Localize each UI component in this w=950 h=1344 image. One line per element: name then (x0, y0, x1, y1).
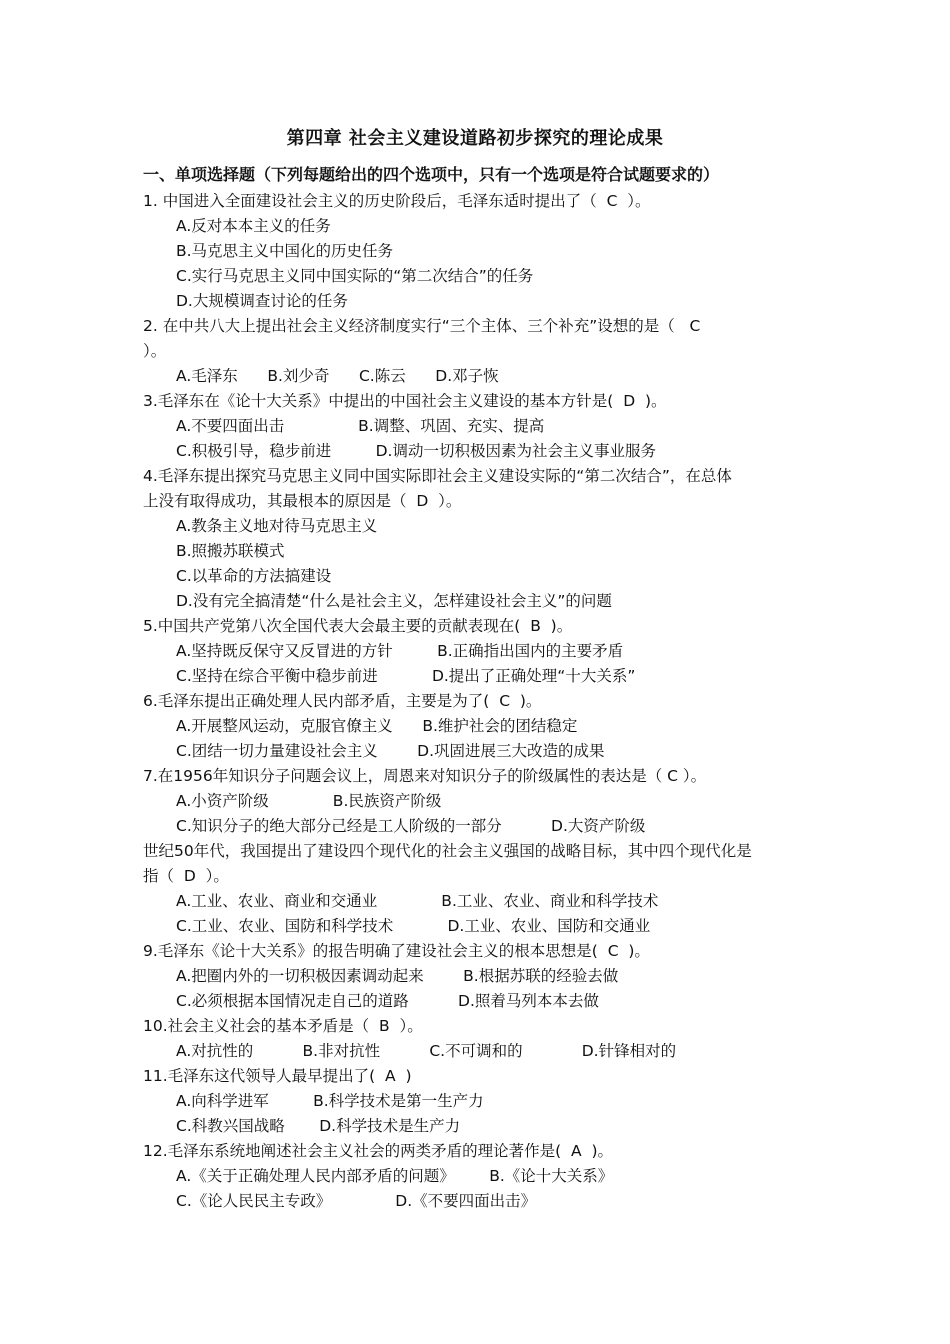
option-line: A.开展整风运动，克服官僚主义 B.维护社会的团结稳定 (176, 717, 578, 735)
option-line: A.《关于正确处理人民内部矛盾的问题》 B.《论十大关系》 (176, 1167, 614, 1185)
question-line: 2. 在中共八大上提出社会主义经济制度实行“三个主体、三个补充”设想的是（ C (143, 317, 701, 335)
question-line: 11.毛泽东这代领导人最早提出了( A ) (143, 1067, 412, 1085)
section-heading: 一、单项选择题（下列每题给出的四个选项中，只有一个选项是符合试题要求的） (143, 165, 720, 184)
option-line: C.必须根据本国情况走自己的道路 D.照着马列本本去做 (176, 992, 599, 1010)
question-line: 指（ D ）。 (143, 867, 229, 885)
option-line: C.以革命的方法搞建设 (176, 567, 332, 585)
question-line: 7.在1956年知识分子问题会议上，周恩来对知识分子的阶级属性的表达是（ C ）。 (143, 767, 707, 785)
option-line: C.《论人民民主专政》 D.《不要四面出击》 (176, 1192, 537, 1210)
option-line: C.科教兴国战略 D.科学技术是生产力 (176, 1117, 461, 1135)
option-line: C.知识分子的绝大部分己经是工人阶级的一部分 D.大资产阶级 (176, 817, 646, 835)
option-line: A.毛泽东 B.刘少奇 C.陈云 D.邓子恢 (176, 367, 499, 385)
option-line: A.教条主义地对待马克思主义 (176, 517, 378, 535)
question-line: 上没有取得成功，其最根本的原因是（ D ）。 (143, 492, 462, 510)
option-line: B.马克思主义中国化的历史任务 (176, 242, 394, 260)
option-line: B.照搬苏联模式 (176, 542, 285, 560)
option-line: A.对抗性的 B.非对抗性 C.不可调和的 D.针锋相对的 (176, 1042, 677, 1060)
option-line: A.不要四面出击 B.调整、巩固、充实、提高 (176, 417, 545, 435)
option-line: C.坚持在综合平衡中稳步前进 D.提出了正确处理“十大关系” (176, 667, 636, 685)
chapter-title: 第四章 社会主义建设道路初步探究的理论成果 (286, 128, 664, 149)
question-line: 4.毛泽东提出探究马克思主义同中国实际即社会主义建设实际的“第二次结合”，在总体 (143, 467, 732, 485)
question-line: 世纪50年代，我国提出了建设四个现代化的社会主义强国的战略目标，其中四个现代化是 (143, 842, 752, 860)
option-line: C.实行马克思主义同中国实际的“第二次结合”的任务 (176, 267, 534, 285)
option-line: D.大规模调查讨论的任务 (176, 292, 348, 310)
question-line: ）。 (143, 342, 167, 360)
question-line: 10.社会主义社会的基本矛盾是（ B ）。 (143, 1017, 423, 1035)
option-line: C.工业、农业、国防和科学技术 D.工业、农业、国防和交通业 (176, 917, 651, 935)
question-line: 1. 中国进入全面建设社会主义的历史阶段后，毛泽东适时提出了（ C ）。 (143, 192, 651, 210)
question-line: 9.毛泽东《论十大关系》的报告明确了建设社会主义的根本思想是( C )。 (143, 942, 650, 960)
question-line: 6.毛泽东提出正确处理人民内部矛盾，主要是为了( C )。 (143, 692, 542, 710)
option-line: C.团结一切力量建设社会主义 D.巩固进展三大改造的成果 (176, 742, 605, 760)
option-line: A.坚持既反保守又反冒进的方针 B.正确指出国内的主要矛盾 (176, 642, 624, 660)
option-line: A.把圈内外的一切积极因素调动起来 B.根据苏联的经验去做 (176, 967, 619, 985)
question-line: 5.中国共产党第八次全国代表大会最主要的贡献表现在( B )。 (143, 617, 573, 635)
question-line: 12.毛泽东系统地阐述社会主义社会的两类矛盾的理论著作是( A )。 (143, 1142, 614, 1160)
option-line: A.反对本本主义的任务 (176, 217, 331, 235)
option-line: A.小资产阶级 B.民族资产阶级 (176, 792, 442, 810)
option-line: A.向科学进军 B.科学技术是第一生产力 (176, 1092, 484, 1110)
question-line: 3.毛泽东在《论十大关系》中提出的中国社会主义建设的基本方针是( D )。 (143, 392, 667, 410)
option-line: D.没有完全搞清楚“什么是社会主义，怎样建设社会主义”的问题 (176, 592, 612, 610)
option-line: A.工业、农业、商业和交通业 B.工业、农业、商业和科学技术 (176, 892, 659, 910)
option-line: C.积极引导，稳步前进 D.调动一切积极因素为社会主义事业服务 (176, 442, 656, 460)
